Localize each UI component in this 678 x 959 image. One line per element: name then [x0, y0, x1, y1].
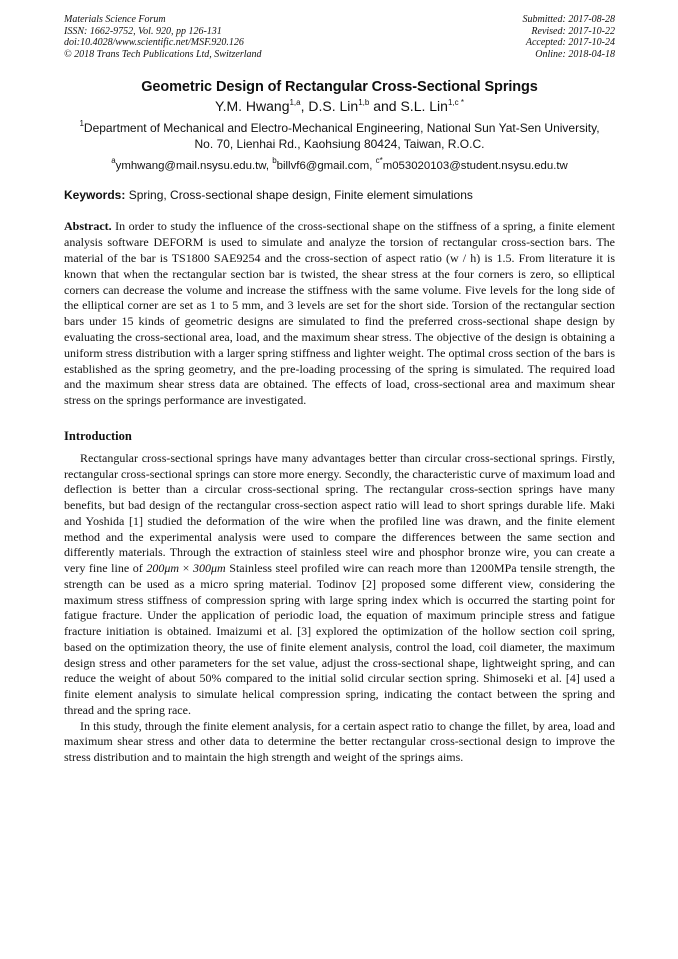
accepted-date: Accepted: 2017-10-24	[525, 37, 615, 49]
author-1: Y.M. Hwang	[215, 98, 290, 115]
email-list	[64, 156, 615, 173]
keywords	[64, 188, 615, 202]
author-2: D.S. Lin	[308, 98, 359, 115]
copyright-line: © 2018 Trans Tech Publications Ltd, Switzerland	[64, 48, 262, 60]
dates-info	[523, 14, 616, 60]
paper-title: Geometric Design of Rectangular Cross-Sectional Springs	[141, 79, 538, 96]
submitted-date: Submitted: 2017-08-28	[522, 14, 615, 25]
email-c-sup: c*	[375, 156, 383, 166]
author-and: and	[369, 98, 401, 115]
math-times: ×	[179, 561, 193, 576]
email-b-sup: b	[272, 156, 277, 166]
publication-info	[64, 14, 262, 60]
abstract-label: Abstract.	[64, 219, 112, 234]
intro-p1-part-a: Rectangular cross-sectional springs have many advantages better than circular cross-sectional springs. Firstly, rectangular cross-sectional springs can store more energy. Secondly, the characteristic curve of maximum load and deflection is better than a circular cross-sectional spring. The rectangular cross-section springs have many benefits, but bad design of the rectangular cross-section aspect ratio will lead to short springs durable life. Maki and Yoshida [1] studied the deformation of the wire when the profiled line was drawn, and the finite element method and the experimental analysis were used to compare the differences between the same section and differently materials. Through the extraction of stainless steel wire and phosphor bronze wire, you can create a very fine line of	[64, 450, 615, 576]
abstract	[64, 219, 615, 409]
author-list	[64, 98, 615, 114]
affiliation-sup: 1	[79, 119, 84, 129]
online-date: Online: 2018-04-18	[535, 48, 615, 60]
email-c: m053020103@student.nsysu.edu.tw	[382, 160, 568, 173]
author-1-affil: 1,a	[289, 98, 301, 108]
intro-paragraph-1	[64, 451, 615, 719]
abstract-text: In order to study the influence of the cross-sectional shape on the stiffness of a spring, a finite element analysis software DEFORM is used to simulate and analyze the torsion of rectangular cross-section bars. The material of the bar is TS1800 SAE9254 and the cross-section of aspect ratio (w / h) is 1.5. From literature it is known that when the rectangular section bar is twisted, the shear stress at the four corners is zero, so elliptical corners can decrease the volume and increase the stiffness with the same volume. Five levels for the long side of the elliptical corner are set as 1 to 5 mm, and 3 levels are set for the short side. Torsion of the rectangular section bars under 15 kinds of geometric designs are simulated to find the preferred cross-sectional shape design by evaluating the cross-sectional area, load, and the maximum shear stress. The objective of the design is obtaining a uniform stress distribution with a larger spring stiffness and lighter weight. The optimal cross section of the bars is established as the spring geometry, and the pre-loading processing of the spring is simulated. The required load and the maximum shear stress data are obtained. The effects of load, cross-sectional area and maximum shear stress on the springs performance are investigated.	[64, 219, 615, 408]
affiliation-line-2: No. 70, Lienhai Rd., Kaohsiung 80424, Taiwan, R.O.C.	[194, 136, 485, 151]
paper-page	[64, 14, 615, 766]
affiliation	[64, 121, 615, 152]
issn-line: ISSN: 1662-9752, Vol. 920, pp 126-131	[64, 25, 222, 37]
email-a: ymhwang@mail.nsysu.edu.tw,	[115, 160, 273, 173]
keywords-text: Spring, Cross-sectional shape design, Finite element simulations	[125, 188, 473, 203]
revised-date: Revised: 2017-10-22	[531, 25, 615, 37]
author-3: S.L. Lin	[400, 98, 448, 115]
email-a-sup: a	[111, 156, 116, 166]
intro-p1-part-b: Stainless steel profiled wire can reach more than 1200MPa tensile strength, the strength can be used as a micro spring material. Todinov [2] proposed some different view, considering the maximum stress stiffness of compression spring with large spring index which is occurred the starting point for fatigue fracture. Under the application of periodic load, the equation of maximum principle stress and fatigue fracture initiation is obtained. Imaizumi et al. [3] explored the optimization of the hollow section coil spring, based on the optimization theory, the use of finite element analysis, control the load, coil diameter, the maximum design stress and other parameters for the set value, adjust the cross-sectional shape, lightweight spring, and can reduce the weight of about 50% compared to the initial solid circular section spring. Shimoseki et al. [4] used a finite element analysis to simulate helical compression spring, indicating the contact between the spring and thread and the spring race.	[64, 561, 615, 717]
journal-header	[64, 14, 615, 60]
keywords-label: Keywords:	[64, 188, 126, 203]
author-3-affil: 1,c *	[447, 98, 464, 108]
email-b: billvf6@gmail.com,	[276, 160, 376, 173]
author-2-affil: 1,b	[358, 98, 370, 108]
math-dimension-1: 200μm	[146, 561, 180, 576]
journal-name: Materials Science Forum	[64, 14, 166, 25]
intro-paragraph-2: In this study, through the finite element analysis, for a certain aspect ratio to change the fillet, by area, load and maximum shear stress and other data to determine the better rectangular cross-sectional design to improve the stress distribution and to maintain the high strength and weight of the springs aims.	[64, 718, 615, 765]
introduction-heading: Introduction	[64, 428, 132, 443]
doi-line: doi:10.4028/www.scientific.net/MSF.920.126	[64, 37, 244, 49]
author-sep: ,	[300, 98, 309, 115]
affiliation-line-1: Department of Mechanical and Electro-Mechanical Engineering, National Sun Yat-Sen University,	[83, 121, 600, 136]
math-dimension-2: 300μm	[192, 561, 226, 576]
